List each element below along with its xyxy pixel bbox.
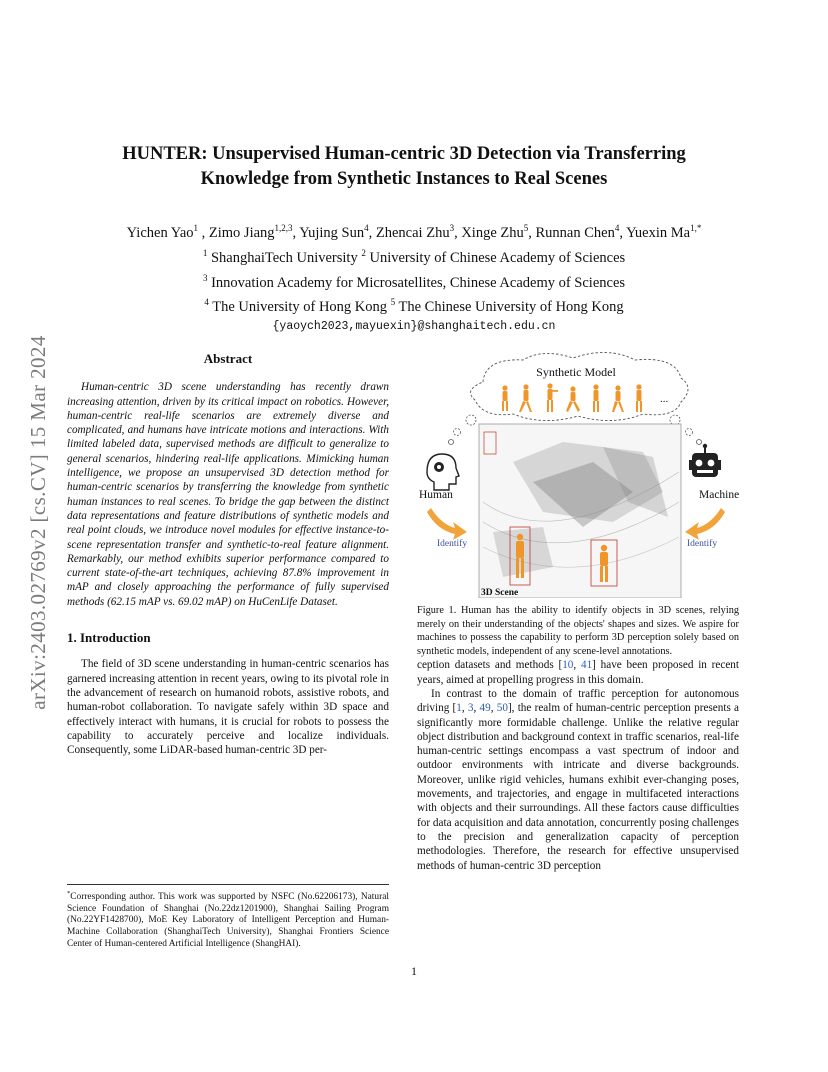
author-name: Xinge Zhu [461,224,524,241]
synthetic-human-figure [636,384,642,412]
human-label: Human [419,489,453,501]
affiliation-number: 4 [204,297,209,308]
affiliation-number: 5 [390,297,396,308]
author-name: Yichen Yao [126,224,194,241]
intro-paragraph-2: In contrast to the domain of traffic perception for autonomous driving [1, 3, 49, 50], the realm of human-centric perception presents a significantly more formidable challenge. Unlike the relative regular object distribution and background context in traffic scenarios, real-life human-centric settings encompass a vast spectrum of indoor and outdoor environments with intricate and diverse backgrounds. Moreover, unlike rigid vehicles, humans exhibit ever-changing poses, movements, and trajectories, and engage in multifaceted interactions with objects and their surroundings. All these factors cause difficulties for data acquisition and data annotation, concurrently posing challenges to the precision and generalization capacity of perception methodologies. Therefore, the research for effective unsupervised methods of human-centric 3D perception [417,687,739,872]
thought-bubble [670,415,680,425]
affiliation-number: 3 [202,272,208,283]
affiliation-line [70,292,758,317]
synthetic-human-figure [593,384,599,412]
intro-paragraph-1: The field of 3D scene understanding in human-centric scenarios has garnered increasing attention in recent years, owing to its pivotal role in the advancement of research on humanoid robots, assistive robots, and human-robot collaboration. To navigate safely within 3D space and effectively interact with humans, it is crucial for robots to possess the capability to accurately perceive and localize individuals. Consequently, some LiDAR-based human-centric 3D per- [67,658,389,757]
arrow-left-shape [427,508,467,540]
citation-link[interactable]: 1 [456,702,462,715]
identify-arrow-right [685,508,725,549]
affiliation-line [70,243,758,268]
identify-label-right: Identify [687,539,718,549]
machine-label: Machine [699,489,740,501]
footnote-mark: * [67,890,71,897]
thought-bubble [449,440,454,445]
author-block [70,218,758,337]
identify-label-left: Identify [437,539,468,549]
abstract-text: Human-centric 3D scene understanding has recently drawn increasing attention, driven by its critical impact on robotics. However, human-centric real-life scenarios are extremely diverse and complicated, and humans have intricate motions and interactions. With limited labeled data, supervised methods are difficult to generalize to general scenarios, hindering real-life applications. Mimicking human intelligence, we propose an unsupervised 3D detection method for human-centric scenarios by transferring the knowledge from synthetic human instances to real scenes. To bridge the gap between the distinct data representations and feature distributions of synthetic models and real point clouds, we introduce novel modules for effective instance-to-scene representation transfer and synthetic-to-real feature alignment. Remarkably, our method exhibits superior performance compared to current state-of-the-art techniques, achieving 87.8% improvement in mAP and closely approaching the performance of fully supervised methods (62.15 mAP vs. 69.02 mAP) on HuCenLife Dataset. [67,381,389,608]
ellipsis-text: ... [660,393,669,405]
page-number: 1 [411,964,417,978]
thought-bubble [697,440,702,445]
abstract-heading: Abstract [203,351,253,366]
section-heading-introduction: 1. Introduction [67,630,151,646]
author-list: Yichen Yao$^1$ , Zimo Jiang$^{1,2,3}$, Yujing Sun$^4$, Zhencai Zhu$^3$, Xinge Zhu$^5$, Runnan Chen$^4$, Yuexin $Ma^{1,*}$ [126,223,702,241]
synthetic-human-figure [519,384,532,412]
thought-bubble [686,429,693,436]
left-column [67,352,389,757]
author-email: {yaoych2023,mayuexin}@shanghaitech.edu.cn [272,320,556,334]
right-column [417,604,739,873]
paragraph-text: ], the realm of human-centric perception presents a significantly more formidable challenge. Unlike the relative regular object distribution and background context in traffic scenarios, real-life human-centric settings encompass a vast spectrum of indoor and outdoor environments with intricate and diverse backgrounds. Moreover, unlike rigid vehicles, humans exhibit ever-changing poses, movements, and trajectories, and engage in multifaceted interactions with objects and their surroundings. All these factors cause difficulties for data acquisition and data annotation, concurrently posing challenges to the precision and generalization capacity of perception methodologies. Therefore, the research for effective unsupervised methods of human-centric 3D perception [417,702,739,872]
footnote [67,884,389,950]
figure-1 [413,352,745,598]
author-name: Yuexin Ma [626,224,691,241]
affiliation-line [70,268,758,293]
author-name: Runnan Chen [535,224,615,241]
synthetic-human-figure [547,383,558,412]
affiliation-number: 1 [202,247,208,258]
identify-arrow-left [427,508,467,549]
author-affiliation-mark: 3 [449,223,455,233]
arxiv-identifier [20,282,56,762]
citation-link[interactable]: 41 [580,659,593,672]
citation-link[interactable]: 10 [562,659,574,672]
citation-link[interactable]: 50 [496,702,508,715]
affiliation: The Chinese University of Hong Kong [398,299,624,316]
author-name: Yujing Sun [299,224,365,241]
citation-link[interactable]: 49 [479,702,491,715]
arxiv-id-text: arXiv:2403.02769v2 [cs.CV] 15 Mar 2024 [25,334,50,710]
paragraph-text: ception datasets and methods [ [417,659,563,672]
synthetic-human-figure [502,385,508,411]
thought-bubble [454,429,461,436]
footnote-text: Corresponding author. This work was supported by NSFC (No.62206173), Natural Science Foundation of Shanghai (No.22dz1201900), Shanghai Sailing Program (No.22YF1428700), MoE Key Laboratory of Intelligent Perception and Human-Machine Collaboration (ShanghaiTech University), Shanghai Frontiers Science Center of Human-centered Artificial Intelligence (ShangHAI). [67,892,389,949]
paragraph-text: ] have been proposed in recent years, aimed at propelling progress in this domain. [417,659,739,686]
author-affiliation-mark: 1,* [690,223,702,233]
synthetic-human-figure [566,386,580,412]
paragraph-text: In contrast to the domain of traffic perception for autonomous driving [ [417,687,739,715]
affiliation: Innovation Academy for Microsatellites, Chinese Academy of Sciences [211,274,626,291]
author-affiliation-mark: 1,2,3 [274,223,293,233]
arrow-right-shape [685,508,725,540]
figure-1-illustration [413,352,745,598]
author-affiliation-mark: 1 [193,223,199,233]
affiliation: The University of Hong Kong [212,299,388,316]
human-head-icon [419,454,459,501]
citation-link[interactable]: 3 [467,702,474,715]
scene-label: 3D Scene [481,588,519,598]
paper-title: HUNTER: Unsupervised Human-centric 3D Detection via Transferring Knowledge from Synthetic Instances to Real Scenes [122,144,686,189]
robot-icon [689,444,739,501]
author-name: Zhencai Zhu [375,224,450,241]
synthetic-human-figures [502,383,642,412]
affiliation: ShanghaiTech University [210,249,358,266]
thought-bubble [466,415,476,425]
author-name: Zimo Jiang [208,224,275,241]
affiliation: University of Chinese Academy of Sciences [369,249,626,266]
intro-paragraph-1-continued: ception datasets and methods [10, 41] have been proposed in recent years, aimed at propelling progress in this domain. [417,659,739,686]
author-affiliation-mark: 4 [364,223,369,233]
author-affiliation-mark: 5 [523,223,529,233]
point-cloud-scene [479,424,681,598]
synthetic-model-label: Synthetic Model [536,365,616,379]
affiliation-number: 2 [361,247,366,258]
author-affiliation-mark: 4 [614,223,620,233]
synthetic-human-figure [612,385,624,412]
figure-1-caption: Figure 1. Human has the ability to identify objects in 3D scenes, relying merely on their understanding of the objects' shapes and sizes. We aspire for machines to possess the capability to perform 3D perception solely based on synthetic models, independent of any scene-level annotations. [417,605,739,657]
